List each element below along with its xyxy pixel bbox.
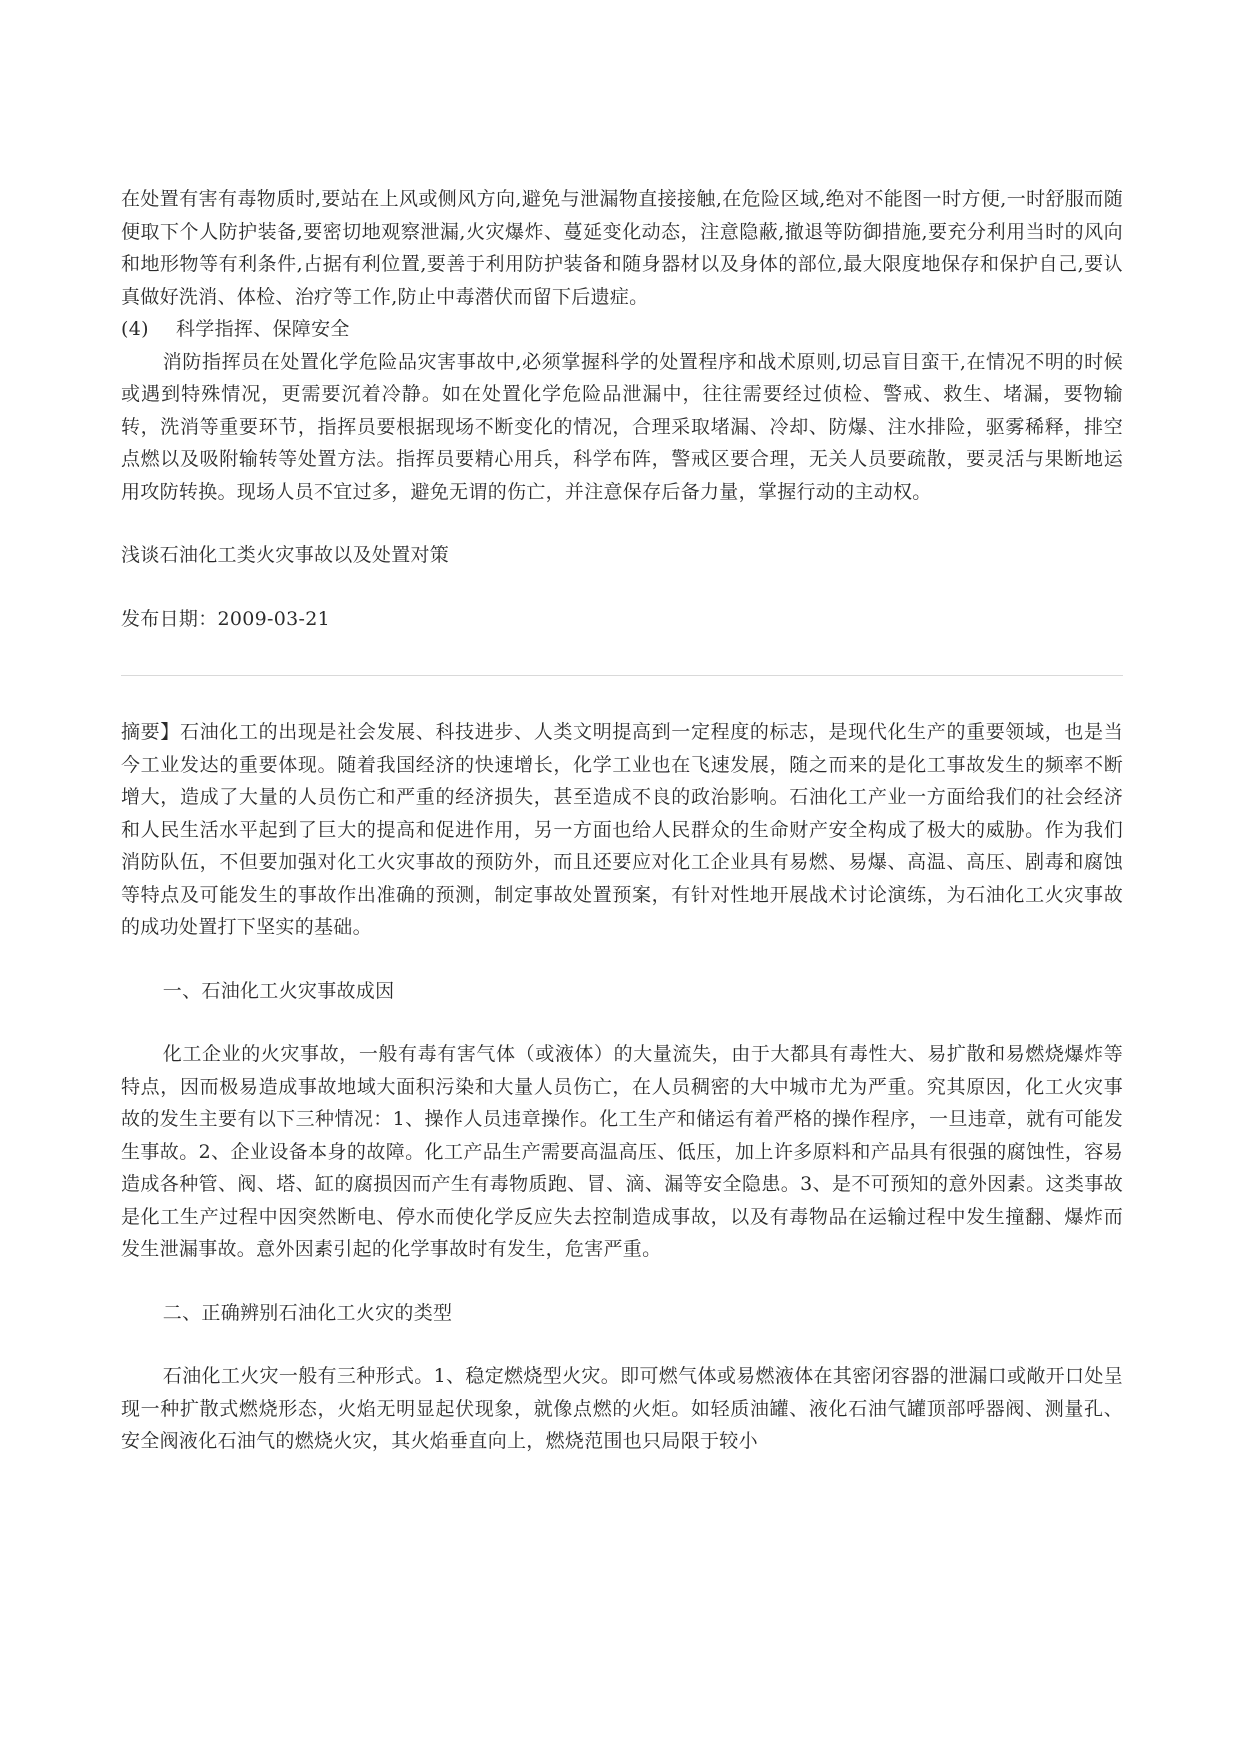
subsection-title: 科学指挥、保障安全 [176, 318, 350, 340]
divider [121, 675, 1123, 676]
subsection-heading [121, 313, 1123, 346]
continuation-paragraph: 在处置有害有毒物质时,要站在上风或侧风方向,避免与泄漏物直接接触,在危险区域,绝对不能图一时方便,一时舒服而随便取下个人防护装备,要密切地观察泄漏,火灾爆炸、蔓延变化动态，注意隐蔽,撤退等防御措施,要充分利用当时的风向和地形物等有利条件,占据有利位置,要善于利用防护装备和随身器材以及身体的部位,最大限度地保存和保护自己,要认真做好洗消、体检、治疗等工作,防止中毒潜伏而留下后遗症。 [121, 188, 1123, 308]
section2-heading: 二、正确辨别石油化工火灾的类型 [162, 1301, 453, 1324]
subsection-paragraph: 消防指挥员在处置化学危险品灾害事故中,必须掌握科学的处置程序和战术原则,切忌盲目蛮干,在情况不明的时候或遇到特殊情况，更需要沉着冷静。如在处置化学危险品泄漏中，往往需要经过侦检、警戒、救生、堵漏，要物输转，洗消等重要环节，指挥员要根据现场不断变化的情况，合理采取堵漏、冷却、防爆、注水排险，驱雾稀释，排空点燃以及吸附输转等处置方法。指挥员要精心用兵，科学布阵，警戒区要合理，无关人员要疏散，要灵活与果断地运用攻防转换。现场人员不宜过多，避免无谓的伤亡，并注意保存后备力量，掌握行动的主动权。 [121, 350, 1123, 503]
abstract-paragraph: 摘要】石油化工的出现是社会发展、科技进步、人类文明提高到一定程度的标志，是现代化生产的重要领域，也是当今工业发达的重要体现。随着我国经济的快速增长，化学工业也在飞速发展，随之而来的是化工事故发生的频率不断增大，造成了大量的人员伤亡和严重的经济损失，甚至造成不良的政治影响。石油化工产业一方面给我们的社会经济和人民生活水平起到了巨大的提高和促进作用，另一方面也给人民群众的生命财产安全构成了极大的威胁。作为我们消防队伍，不但要加强对化工火灾事故的预防外，而且还要应对化工企业具有易燃、易爆、高温、高压、剧毒和腐蚀等特点及可能发生的事故作出准确的预测，制定事故处置预案，有针对性地开展战术讨论演练，为石油化工火灾事故的成功处置打下坚实的基础。 [121, 721, 1123, 938]
article-title: 浅谈石油化工类火灾事故以及处置对策 [121, 544, 450, 566]
publish-date: 发布日期：2009-03-21 [121, 607, 331, 630]
subsection-number: (4) [121, 318, 149, 340]
section2-paragraph: 石油化工火灾一般有三种形式。1、稳定燃烧型火灾。即可燃气体或易燃液体在其密闭容器的泄漏口或敞开口处呈现一种扩散式燃烧形态，火焰无明显起伏现象，就像点燃的火炬。如轻质油罐、液化石油气罐顶部呼器阀、测量孔、安全阀液化石油气的燃烧火灾，其火焰垂直向上，燃烧范围也只局限于较小 [121, 1365, 1123, 1452]
section1-heading: 一、石油化工火灾事故成因 [162, 979, 395, 1002]
section1-paragraph: 化工企业的火灾事故，一般有毒有害气体（或液体）的大量流失，由于大都具有毒性大、易扩散和易燃烧爆炸等特点，因而极易造成事故地域大面积污染和大量人员伤亡，在人员稠密的大中城市尤为严重。究其原因，化工火灾事故的发生主要有以下三种情况：1、操作人员违章操作。化工生产和储运有着严格的操作程序，一旦违章，就有可能发生事故。2、企业设备本身的故障。化工产品生产需要高温高压、低压，加上许多原料和产品具有很强的腐蚀性，容易造成各种管、阀、塔、缸的腐损因而产生有毒物质跑、冒、滴、漏等安全隐患。3、是不可预知的意外因素。这类事故是化工生产过程中因突然断电、停水而使化学反应失去控制造成事故，以及有毒物品在运输过程中发生撞翻、爆炸而发生泄漏事故。意外因素引起的化学事故时有发生，危害严重。 [121, 1043, 1123, 1260]
document-page [121, 183, 1123, 1458]
